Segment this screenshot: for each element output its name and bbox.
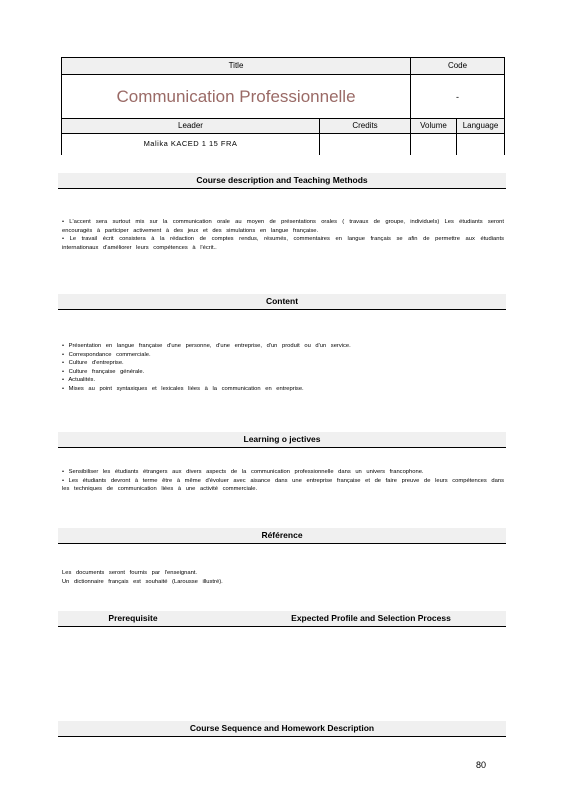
code-header: Code	[411, 58, 504, 74]
list-item: • Culture française générale.	[62, 368, 145, 375]
volume-header: Volume	[411, 119, 456, 133]
section-bar-content	[58, 294, 506, 310]
list-item: • Sensibiliser les étudiants étrangers aux divers aspects de la communication professionnelle dans un univers francophone.	[62, 469, 424, 475]
section-bar-description	[58, 173, 506, 189]
list-item: • Le travail écrit consistera à la rédaction de comptes rendus, résumés, commentaires en langue français se afin de permettre aux étudiants internationaux d'améliorer leurs compétences à l'écrit..	[62, 236, 504, 251]
course-header-table	[61, 57, 505, 155]
divider	[456, 118, 457, 155]
description-text	[62, 218, 504, 252]
list-item: • Les étudiants devront à terme être à même d'évoluer avec aisance dans une entreprise française et de faire preuve de leurs compétences dans les techniques de communication liées à une activité commerciale.	[62, 477, 504, 492]
list-item: • Présentation en langue française d'une personne, d'une entreprise, d'un produit ou d'un service.	[62, 343, 351, 349]
list-item: Un dictionnaire français est souhaité (Larousse illustré).	[62, 578, 223, 585]
content-text	[62, 342, 504, 393]
objectives-text	[62, 468, 504, 494]
course-title: Communication Professionnelle	[116, 87, 356, 106]
section-bar-prerequisite	[58, 611, 506, 627]
list-item: • Correspondance commerciale.	[62, 351, 151, 358]
section-bar-reference	[58, 528, 506, 544]
divider	[62, 74, 504, 75]
credits-header: Credits	[320, 119, 410, 133]
section-title: Content	[265, 296, 299, 306]
leader-value: Malika KACED 1 15 FRA	[143, 139, 238, 148]
language-header: Language	[457, 119, 504, 133]
divider	[62, 133, 504, 134]
section-title: Référence	[261, 530, 303, 540]
section-title: Course description and Teaching Methods	[196, 175, 368, 185]
divider	[319, 118, 320, 155]
list-item: • Actualités.	[62, 377, 96, 383]
list-item: Les documents seront fournis par l'enseignant.	[62, 570, 198, 576]
code-value: -	[456, 92, 459, 102]
section-bar-objectives	[58, 432, 506, 448]
page-number: 80	[476, 760, 487, 770]
section-bar-sequence	[58, 721, 506, 737]
list-item: • Culture d'entreprise.	[62, 360, 124, 366]
list-item: • L'accent sera surtout mis sur la communication orale au moyen de présentations orales ( travaux de groupe, individuels) Les étudiants seront encouragés à participer activement à des jeux et des simulations en langue française.	[62, 219, 504, 234]
title-header: Title	[62, 58, 410, 74]
divider	[410, 118, 411, 155]
section-title: Learning o jectives	[243, 434, 321, 444]
list-item: • Mises au point syntaxiques et lexicales liées à la communication en entreprise.	[62, 385, 304, 392]
section-title-left: Prerequisite	[108, 613, 158, 623]
reference-text	[62, 569, 504, 586]
leader-header: Leader	[62, 119, 319, 133]
section-title-right: Expected Profile and Selection Process	[291, 613, 451, 623]
section-title: Course Sequence and Homework Description	[189, 723, 375, 733]
